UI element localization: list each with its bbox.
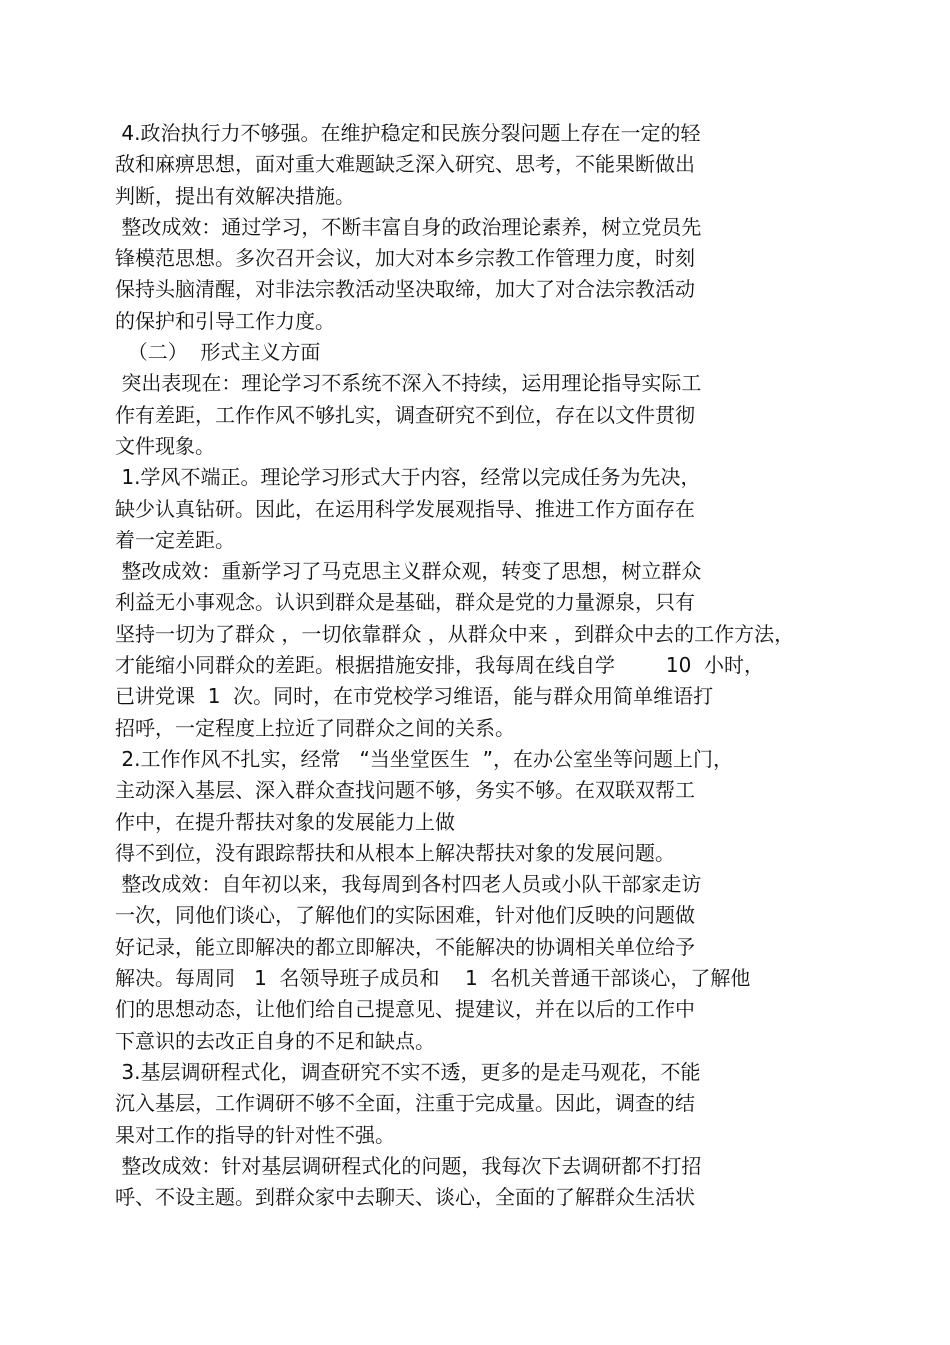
section-heading: （二） 形式主义方面 — [115, 340, 321, 365]
text-line: 突出表现在：理论学习不系统不深入不持续，运用理论指导实际工 — [115, 371, 702, 396]
text-line: 们的思想动态，让他们给自己提意见、提建议，并在以后的工作中 — [115, 997, 695, 1022]
text-line: 文件现象。 — [115, 433, 215, 458]
text-line: 利益无小事观念。认识到群众是基础，群众是党的力量源泉，只有 — [115, 590, 695, 615]
text-line: 整改成效：针对基层调研程式化的问题，我每次下去调研都不打招 — [115, 1153, 702, 1178]
text-line: 沉入基层，工作调研不够不全面，注重于完成量。因此，调查的结 — [115, 1091, 695, 1116]
text-line: 一次，同他们谈心，了解他们的实际困难，针对他们反映的问题做 — [115, 903, 695, 928]
text-line: 呼、不设主题。到群众家中去聊天、谈心，全面的了解群众生活状 — [115, 1185, 695, 1210]
text-line: 3.基层调研程式化，调查研究不实不透，更多的是走马观花，不能 — [115, 1059, 701, 1084]
text-line: 下意识的去改正自身的不足和缺点。 — [115, 1028, 435, 1053]
text-line: 的保护和引导工作力度。 — [115, 308, 335, 333]
document-body — [115, 118, 835, 1213]
text-line: 判断，提出有效解决措施。 — [115, 183, 355, 208]
text-line: 锋模范思想。多次召开会议，加大对本乡宗教工作管理力度，时刻 — [115, 246, 695, 271]
text-line: 果对工作的指导的针对性不强。 — [115, 1122, 395, 1147]
text-line: 整改成效：自年初以来，我每周到各村四老人员或小队干部家走访 — [115, 872, 702, 897]
text-line: 整改成效：通过学习，不断丰富自身的政治理论素养，树立党员先 — [115, 214, 702, 239]
text-line: 解决。每周同 1 名领导班子成员和 1 名机关普通干部谈心，了解他 — [115, 966, 751, 991]
text-line: 招呼，一定程度上拉近了同群众之间的关系。 — [115, 715, 515, 740]
text-line: 主动深入基层、深入群众查找问题不够，务实不够。在双联双帮工 — [115, 778, 695, 803]
text-line: 敌和麻痹思想，面对重大难题缺乏深入研究、思考，不能果断做出 — [115, 152, 695, 177]
text-line: 坚持一切为了群众 ，一切依靠群众 ，从群众中来 ，到群众中去的工作方法， — [115, 621, 795, 646]
text-line: 1.学风不端正。理论学习形式大于内容，经常以完成任务为先决， — [115, 465, 701, 490]
text-line: 已讲党课 1 次。同时，在市党校学习维语，能与群众用简单维语打 — [115, 684, 714, 709]
text-line: 作中，在提升帮扶对象的发展能力上做 — [115, 809, 455, 834]
text-line: 2.工作作风不扎实，经常 “当坐堂医生 ”，在办公室坐等问题上门， — [115, 746, 733, 771]
text-line: 得不到位，没有跟踪帮扶和从根本上解决帮扶对象的发展问题。 — [115, 840, 675, 865]
text-line: 着一定差距。 — [115, 527, 235, 552]
text-line: 好记录，能立即解决的都立即解决，不能解决的协调相关单位给予 — [115, 934, 695, 959]
text-line: 4.政治执行力不够强。在维护稳定和民族分裂问题上存在一定的轻 — [115, 121, 701, 145]
text-line: 整改成效：重新学习了马克思主义群众观，转变了思想，树立群众 — [115, 559, 702, 584]
text-line: 保持头脑清醒，对非法宗教活动坚决取缔，加大了对合法宗教活动 — [115, 277, 695, 302]
text-line: 作有差距，工作作风不够扎实，调查研究不到位，存在以文件贯彻 — [115, 402, 695, 427]
text-line: 才能缩小同群众的差距。根据措施安排，我每周在线自学 10 小时， — [115, 653, 765, 678]
text-line: 缺少认真钻研。因此，在运用科学发展观指导、推进工作方面存在 — [115, 496, 695, 521]
